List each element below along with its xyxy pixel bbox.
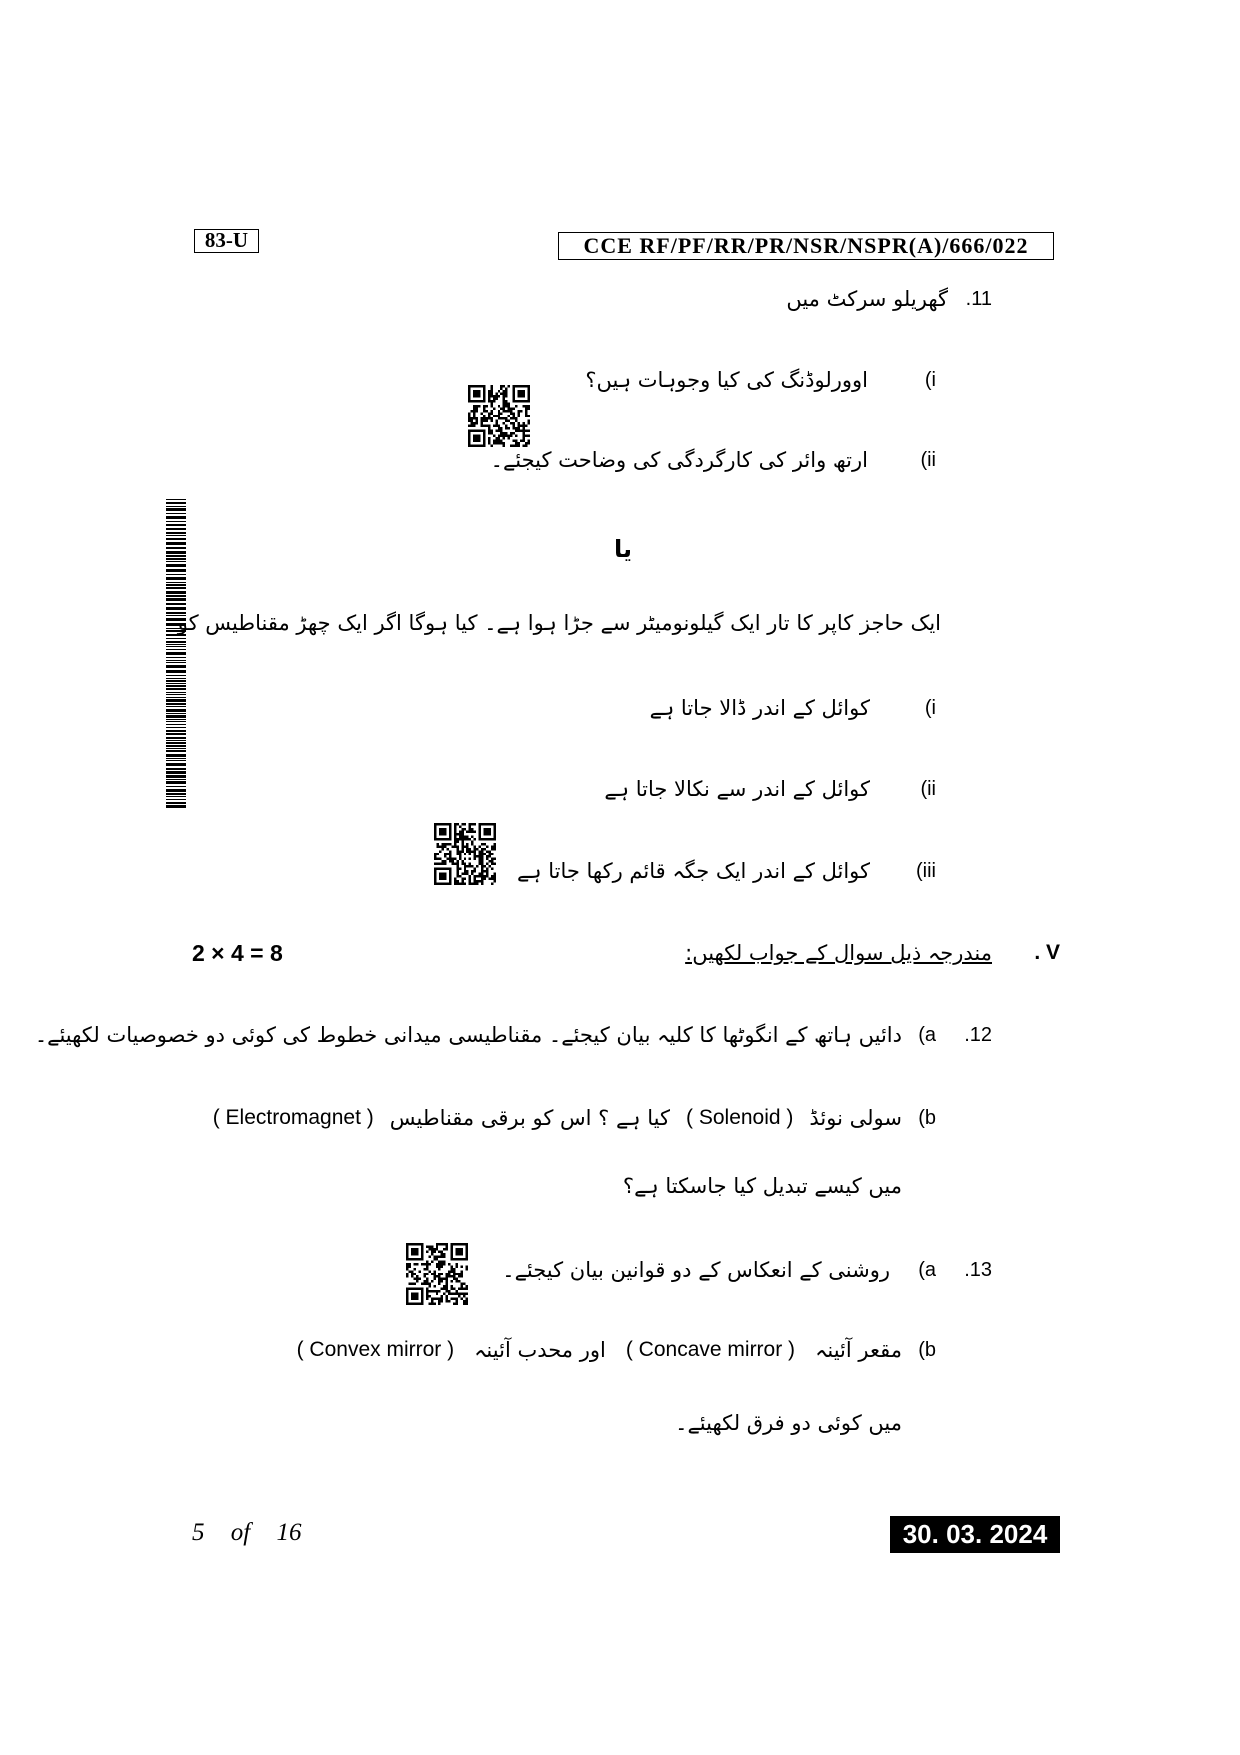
question-11-alt-part-iii-text: کوائل کے اندر ایک جگہ قائم رکھا جاتا ہے xyxy=(516,859,870,883)
exam-code-box: CCE RF/PF/RR/PR/NSR/NSPR(A)/666/022 xyxy=(558,232,1054,260)
question-13-b-label: b) xyxy=(918,1339,936,1361)
question-11-part-ii-label: ii) xyxy=(920,449,936,471)
question-13-a-text: روشنی کے انعکاس کے دو قوانین بیان کیجئے۔ xyxy=(502,1258,890,1282)
or-separator: یا xyxy=(613,535,633,563)
question-11-alt-part-i-label: i) xyxy=(924,697,936,719)
paper-code-box: 83-U xyxy=(194,229,259,253)
question-12-a-text: دائیں ہاتھ کے انگوٹھا کا کلیہ بیان کیجئے۔ مقناطیسی میدانی خطوط کی کوئی دو خصوصیات لکھیئے۔ xyxy=(34,1023,902,1047)
question-11-title: گھریلو سرکٹ میں xyxy=(786,287,948,311)
question-11-alternative-stem: ایک حاجز کاپر کا تار ایک گیلونومیٹر سے جڑا ہوا ہے۔ کیا ہوگا اگر ایک چھڑ مقناطیس کو xyxy=(177,611,941,635)
question-12-number: 12. xyxy=(964,1024,992,1046)
question-11-part-i-text: اوورلوڈنگ کی کیا وجوہات ہیں؟ xyxy=(585,368,868,392)
question-12-b-continuation: میں کیسے تبدیل کیا جاسکتا ہے؟ xyxy=(622,1174,902,1198)
question-11-alt-part-ii-label: ii) xyxy=(920,778,936,800)
question-11-alt-part-iii-label: iii) xyxy=(915,860,936,882)
qr-code-3 xyxy=(406,1243,468,1305)
question-12-b-line xyxy=(213,1101,902,1135)
section-v-number: V . xyxy=(1034,941,1060,964)
qr-code-2 xyxy=(434,823,496,885)
question-12-b-text-1: سولی نوئڈ xyxy=(809,1106,902,1130)
question-13-b-continuation: میں کوئی دو فرق لکھیئے۔ xyxy=(675,1411,902,1435)
question-13-a-label: a) xyxy=(918,1259,936,1281)
question-13-b-line xyxy=(297,1333,902,1367)
page-indicator: 5 of 16 xyxy=(192,1519,302,1546)
question-13-b-text-2: اور محدب آئینہ xyxy=(474,1338,606,1362)
question-13-b-term-convex: ( Convex mirror ) xyxy=(296,1338,455,1361)
question-11-number: 11. xyxy=(965,288,992,310)
question-11-part-i-label: i) xyxy=(924,369,936,391)
qr-code-1 xyxy=(468,385,530,447)
question-11-alt-part-i-text: کوائل کے اندر ڈالا جاتا ہے xyxy=(649,696,870,720)
question-12-b-term-solenoid: ( Solenoid ) xyxy=(686,1106,794,1129)
question-12-b-text-2: کیا ہے ؟ اس کو برقی مقناطیس xyxy=(389,1106,671,1130)
question-13-b-text-1: مقعر آئینہ xyxy=(815,1338,902,1362)
exam-date-box: 30. 03. 2024 xyxy=(890,1516,1060,1553)
question-12-a-label: a) xyxy=(918,1024,936,1046)
question-11-alt-part-ii-text: کوائل کے اندر سے نکالا جاتا ہے xyxy=(604,777,870,801)
section-v-marks: 2 × 4 = 8 xyxy=(192,940,283,966)
question-12-b-term-electromagnet: ( Electromagnet ) xyxy=(212,1106,374,1129)
section-v-heading: مندرجہ ذیل سوال کے جواب لکھیں: xyxy=(685,941,992,965)
question-13-number: 13. xyxy=(964,1259,992,1281)
question-11-part-ii-text: ارتھ وائر کی کارگردگی کی وضاحت کیجئے۔ xyxy=(490,448,868,472)
question-13-b-term-concave: ( Concave mirror ) xyxy=(625,1338,796,1361)
question-12-b-label: b) xyxy=(918,1107,936,1129)
barcode xyxy=(166,499,186,809)
